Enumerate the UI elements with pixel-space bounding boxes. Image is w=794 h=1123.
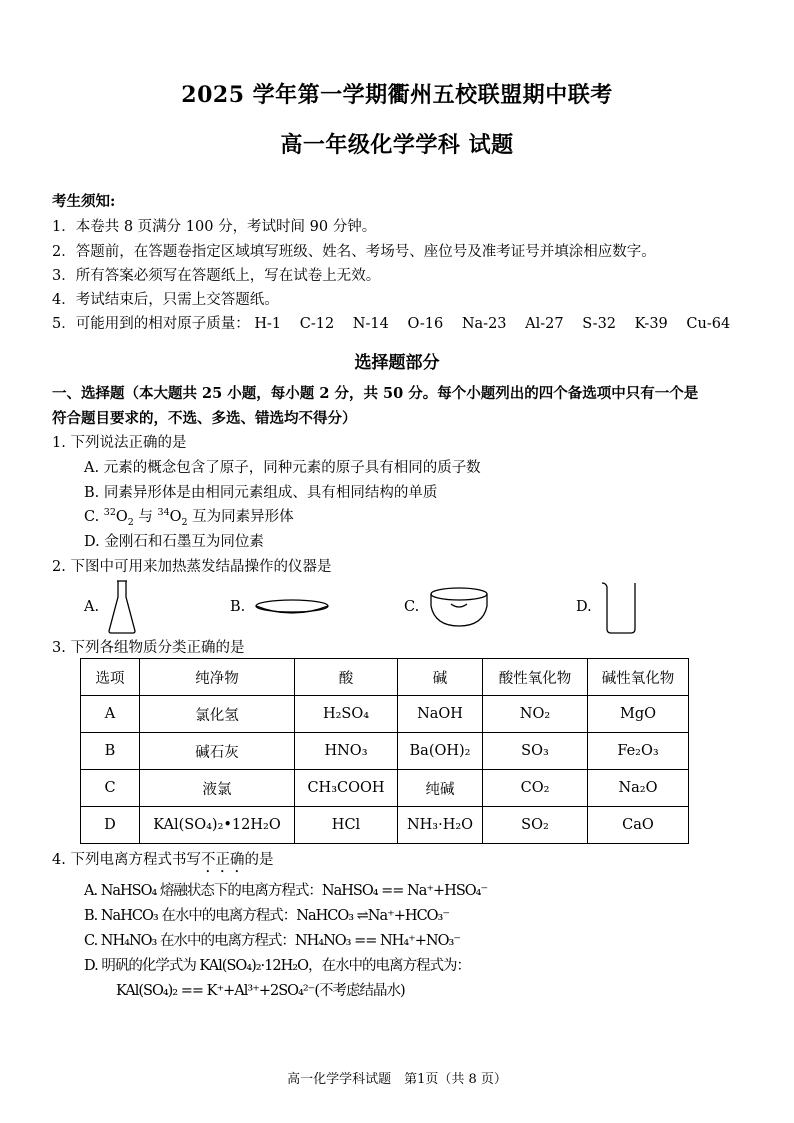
evaporating-dish-icon — [427, 584, 491, 630]
table-row — [81, 696, 689, 733]
question-3-stem: 3. 下列各组物质分类正确的是 — [52, 640, 245, 656]
atomic-mass: O-16 — [407, 316, 444, 332]
notice-item-1: 1．本卷共 8 页满分 100 分，考试时间 90 分钟。 — [52, 219, 377, 235]
atomic-mass: Cu-64 — [686, 316, 731, 332]
table-cell: 纯碱 — [398, 770, 483, 807]
emphasis-text: 不正确 — [200, 852, 245, 868]
option-label: D. — [576, 599, 592, 615]
question-1-option-a: A. 元素的概念包含了原子，同种元素的原子具有相同的质子数 — [84, 460, 481, 476]
question-4-option-c: C. NH₄NO₃ 在水中的电离方程式：NH₄NO₃ == NH₄⁺+NO₃⁻ — [84, 933, 460, 949]
table-header: 酸 — [295, 659, 398, 696]
atomic-mass: C-12 — [299, 316, 335, 332]
question-1-option-b: B. 同素异形体是由相同元素组成、具有相同结构的单质 — [84, 485, 438, 501]
table-cell: Ba(OH)₂ — [398, 733, 483, 770]
beaker-icon — [600, 579, 638, 635]
table-cell: A — [81, 696, 140, 733]
question-4-stem: 4. 下列电离方程式书写不正确的是 — [52, 852, 274, 868]
table-header: 纯净物 — [140, 659, 295, 696]
section-title: 选择题部分 — [354, 353, 440, 373]
table-cell: Na₂O — [588, 770, 689, 807]
notice-heading: 考生须知: — [52, 193, 116, 210]
table-cell: B — [81, 733, 140, 770]
table-cell: 碱石灰 — [140, 733, 295, 770]
apparatus-row — [84, 577, 724, 637]
table-cell: HCl — [295, 807, 398, 844]
exam-subtitle: 高一年级化学学科 试题 — [280, 132, 514, 158]
option-d — [576, 577, 638, 637]
table-header: 碱 — [398, 659, 483, 696]
notice-item-4: 4．考试结束后，只需上交答题纸。 — [52, 292, 279, 308]
option-c — [404, 577, 491, 637]
option-label: B. — [230, 599, 246, 615]
table-header-row — [81, 659, 689, 696]
table-cell: NH₃·H₂O — [398, 807, 483, 844]
question-4-option-b: B. NaHCO₃ 在水中的电离方程式：NaHCO₃ ⇌Na⁺+HCO₃⁻ — [84, 908, 450, 924]
exam-title: 2025 学年第一学期衢州五校联盟期中联考 — [181, 82, 613, 108]
table-cell: C — [81, 770, 140, 807]
table-cell: NaOH — [398, 696, 483, 733]
atomic-mass: Al-27 — [525, 316, 564, 332]
question-4-option-a: A. NaHSO₄ 熔融状态下的电离方程式：NaHSO₄ == Na⁺+HSO₄⁻ — [84, 883, 488, 899]
question-1-option-c: C. $^{32}O_2$ 与 $^{34}O_2$ 互为同素异形体 — [84, 507, 294, 528]
table-cell: SO₃ — [483, 733, 588, 770]
notice-item-2: 2．答题前，在答题卷指定区域填写班级、姓名、考场号、座位号及准考证号并填涂相应数字。 — [52, 244, 656, 260]
atomic-mass: Na-23 — [461, 316, 507, 332]
atomic-mass-label: 5．可能用到的相对原子质量： — [52, 316, 250, 332]
option-label: A. — [84, 599, 100, 615]
table-header: 选项 — [81, 659, 140, 696]
table-row — [81, 770, 689, 807]
classification-table — [80, 658, 689, 844]
table-cell: KAl(SO₄)₂•12H₂O — [140, 807, 295, 844]
page-footer: 高一化学学科试题 第1页（共 8 页） — [287, 1072, 507, 1087]
table-cell: H₂SO₄ — [295, 696, 398, 733]
option-a — [84, 577, 137, 637]
conical-flask-icon — [107, 579, 137, 635]
table-row — [81, 733, 689, 770]
table-cell: HNO₃ — [295, 733, 398, 770]
notice-item-3: 3．所有答案必须写在答题纸上，写在试卷上无效。 — [52, 268, 381, 284]
question-4-option-d-equation: KAl(SO₄)₂ == K⁺+Al³⁺+2SO₄²⁻(不考虑结晶水) — [116, 983, 405, 999]
table-cell: NO₂ — [483, 696, 588, 733]
atomic-mass: S-32 — [582, 316, 617, 332]
atomic-mass: N-14 — [352, 316, 389, 332]
table-cell: CaO — [588, 807, 689, 844]
question-1-option-d: D. 金刚石和石墨互为同位素 — [84, 534, 264, 550]
section-intro: 符合题目要求的，不选、多选、错选均不得分） — [52, 410, 357, 427]
table-row — [81, 807, 689, 844]
table-cell: SO₂ — [483, 807, 588, 844]
table-cell: 氯化氢 — [140, 696, 295, 733]
notice-item-5 — [52, 314, 744, 334]
question-2-stem: 2. 下图中可用来加热蒸发结晶操作的仪器是 — [52, 559, 332, 575]
table-cell: Fe₂O₃ — [588, 733, 689, 770]
table-header: 酸性氧化物 — [483, 659, 588, 696]
table-cell: CH₃COOH — [295, 770, 398, 807]
option-label: C. — [404, 599, 420, 615]
section-intro: 一、选择题（本大题共 25 小题，每小题 2 分，共 50 分。每个小题列出的四个备选项中只有一个是 — [52, 385, 699, 402]
watch-glass-icon — [253, 592, 331, 622]
table-cell: D — [81, 807, 140, 844]
atomic-mass: K-39 — [634, 316, 668, 332]
table-header: 碱性氧化物 — [588, 659, 689, 696]
question-4-option-d: D. 明矾的化学式为 KAl(SO₄)₂·12H₂O，在水中的电离方程式为： — [84, 958, 470, 974]
question-1-stem: 1. 下列说法正确的是 — [52, 435, 187, 451]
table-cell: MgO — [588, 696, 689, 733]
atomic-mass: H-1 — [254, 316, 282, 332]
option-b — [230, 577, 331, 637]
table-cell: CO₂ — [483, 770, 588, 807]
table-cell: 液氯 — [140, 770, 295, 807]
